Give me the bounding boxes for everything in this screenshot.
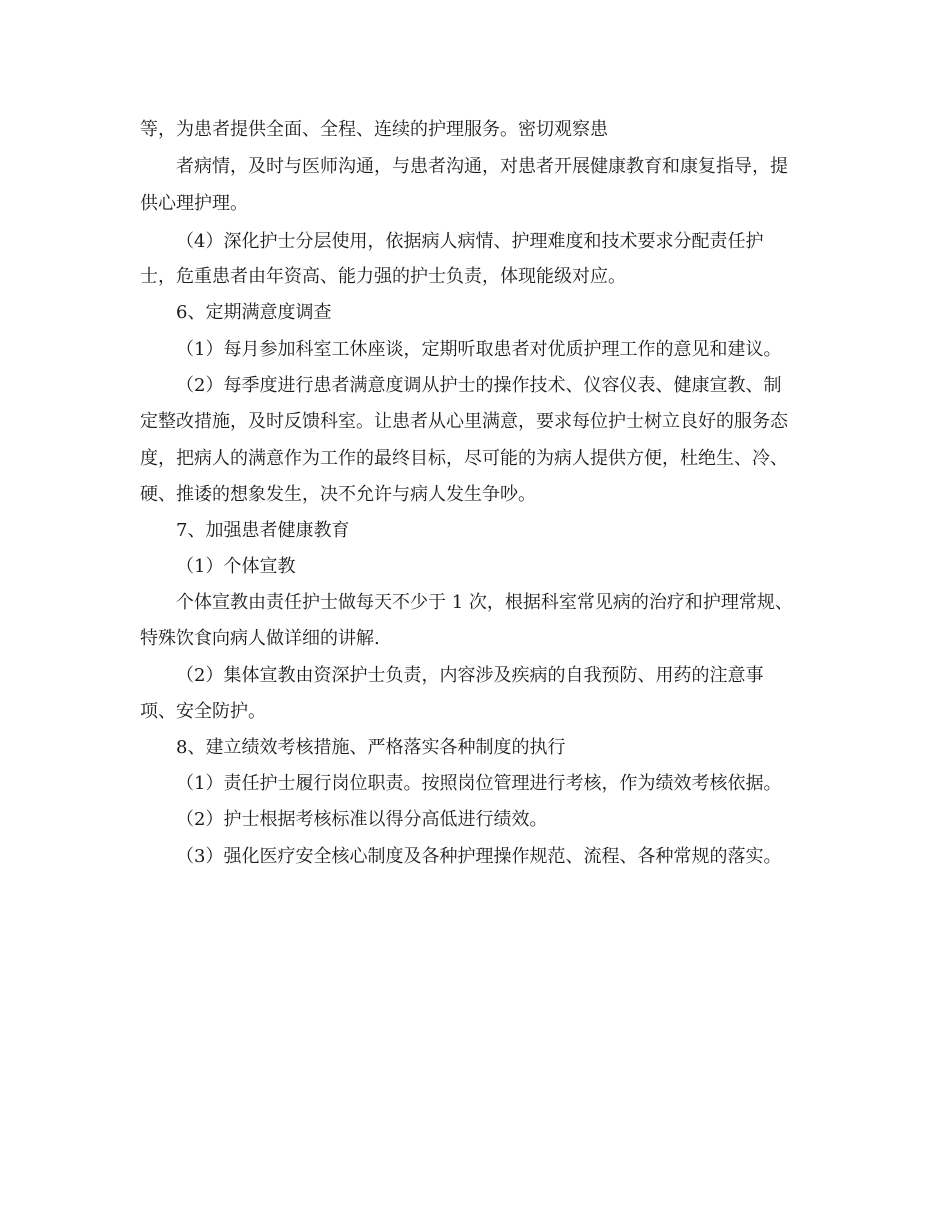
section-heading: 8、建立绩效考核措施、严格落实各种制度的执行	[176, 737, 566, 758]
text-line: 度，把病人的满意作为工作的最终目标，尽可能的为病人提供方便，杜绝生、冷、	[140, 448, 788, 469]
text-line: （1）责任护士履行岗位职责。按照岗位管理进行考核，作为绩效考核依据。	[176, 773, 782, 794]
section-heading: 6、定期满意度调查	[176, 302, 332, 323]
text-line: （2）每季度进行患者满意度调从护士的操作技术、仪容仪表、健康宣教、制	[176, 375, 782, 396]
text-line: （3）强化医疗安全核心制度及各种护理操作规范、流程、各种常规的落实。	[176, 846, 782, 867]
text-line: 者病情，及时与医师沟通，与患者沟通，对患者开展健康教育和康复指导，提	[176, 156, 788, 177]
text-line: （2）集体宣教由资深护士负责，内容涉及疾病的自我预防、用药的注意事	[176, 665, 764, 686]
text-line: 硬、推诿的想象发生，决不允许与病人发生争吵。	[140, 484, 536, 505]
text-line: （2）护士根据考核标准以得分高低进行绩效。	[176, 809, 548, 830]
section-heading: 7、加强患者健康教育	[176, 520, 350, 541]
text-line: 供心理护理。	[140, 193, 248, 214]
text-line: 项、安全防护。	[140, 701, 266, 722]
text-line: （1）个体宣教	[176, 556, 296, 577]
text-line: 士，危重患者由年资高、能力强的护士负责，体现能级对应。	[140, 266, 626, 287]
text-line: 等，为患者提供全面、全程、连续的护理服务。密切观察患	[140, 119, 608, 140]
text-line: （1）每月参加科室工休座谈，定期听取患者对优质护理工作的意见和建议。	[176, 339, 782, 360]
text-line: 特殊饮食向病人做详细的讲解.	[140, 628, 380, 649]
text-line: （4）深化护士分层使用，依据病人病情、护理难度和技术要求分配责任护	[176, 231, 764, 252]
text-line: 定整改措施，及时反馈科室。让患者从心里满意，要求每位护士树立良好的服务态	[140, 411, 788, 432]
text-line: 个体宣教由责任护士做每天不少于 1 次，根据科室常见病的治疗和护理常规、	[176, 592, 793, 613]
